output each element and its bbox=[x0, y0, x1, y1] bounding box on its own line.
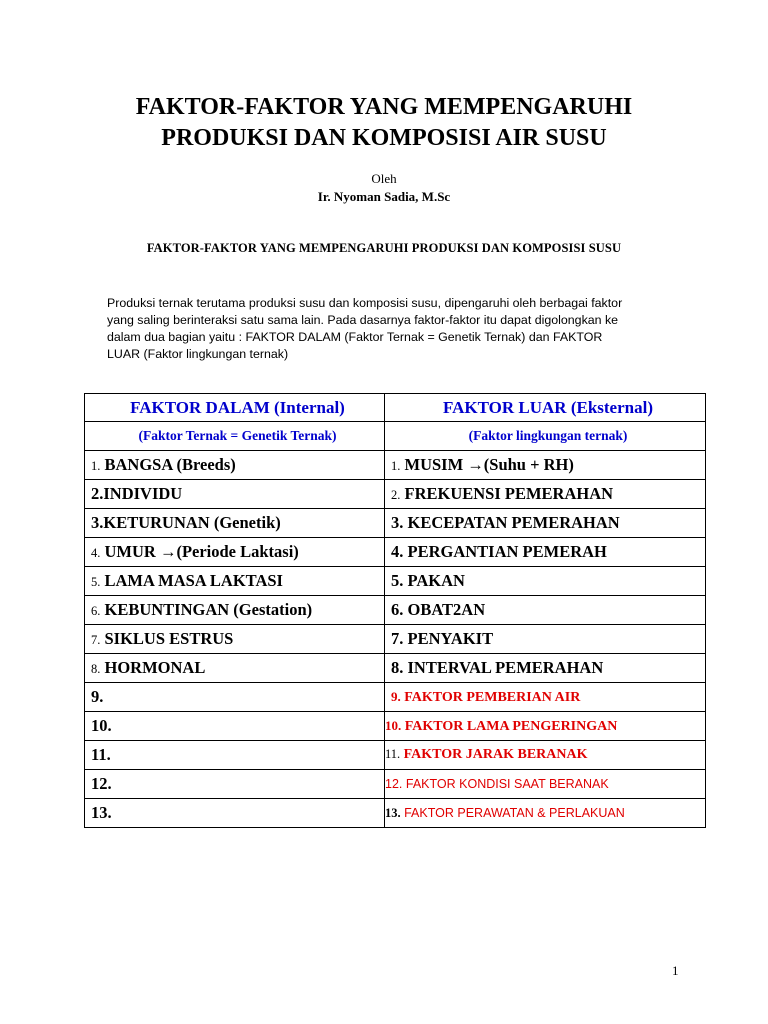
item-text: LAMA MASA LAKTASI bbox=[104, 571, 283, 590]
internal-factor-cell bbox=[85, 683, 385, 712]
table-row bbox=[85, 712, 706, 741]
item-number: 6. bbox=[391, 600, 404, 619]
table-subheader-row bbox=[85, 422, 706, 451]
intro-paragraph bbox=[107, 295, 687, 363]
external-factor-cell bbox=[385, 480, 706, 509]
item-number: 12. bbox=[385, 777, 403, 791]
item-text: SIKLUS ESTRUS bbox=[104, 629, 234, 648]
item-text: KEBUNTINGAN (Gestation) bbox=[104, 600, 313, 619]
header-external-label: FAKTOR LUAR bbox=[443, 397, 567, 417]
item-text: PAKAN bbox=[407, 571, 465, 590]
item-text: INDIVIDU bbox=[103, 484, 183, 503]
external-factor-cell bbox=[385, 625, 706, 654]
item-text: BANGSA (Breeds) bbox=[104, 455, 236, 474]
external-factor-cell bbox=[385, 799, 706, 828]
internal-factor-cell bbox=[85, 567, 385, 596]
table-row bbox=[85, 567, 706, 596]
item-number: 8. bbox=[391, 658, 404, 677]
item-number: 9. bbox=[91, 687, 104, 706]
item-number: 9. bbox=[391, 688, 401, 704]
table-row bbox=[85, 741, 706, 770]
item-text: PERGANTIAN PEMERAH bbox=[407, 542, 607, 561]
item-text: FREKUENSI PEMERAHAN bbox=[404, 484, 614, 503]
internal-factor-cell bbox=[85, 741, 385, 770]
item-text: FAKTOR PERAWATAN & PERLAKUAN bbox=[404, 805, 625, 820]
item-text: FAKTOR JARAK BERANAK bbox=[403, 747, 588, 762]
document-title bbox=[0, 92, 768, 154]
item-number: 8. bbox=[91, 662, 101, 676]
external-factor-cell bbox=[385, 741, 706, 770]
internal-factor-cell bbox=[85, 625, 385, 654]
item-number: 4. bbox=[391, 542, 404, 561]
intro-line: dalam dua bagian yaitu : FAKTOR DALAM (Faktor Ternak = Genetik Ternak) dan FAKTOR bbox=[107, 330, 603, 344]
factors-table bbox=[84, 393, 706, 828]
item-text: FAKTOR LAMA PENGERINGAN bbox=[404, 718, 618, 734]
item-number: 13. bbox=[91, 803, 112, 822]
external-factor-cell bbox=[385, 509, 706, 538]
item-number: 2. bbox=[91, 484, 104, 503]
external-factor-cell bbox=[385, 451, 706, 480]
external-factor-cell bbox=[385, 596, 706, 625]
external-factor-cell bbox=[385, 683, 706, 712]
internal-factor-cell bbox=[85, 770, 385, 799]
item-number: 12. bbox=[91, 774, 112, 793]
item-number: 1. bbox=[391, 459, 401, 473]
header-internal-type: (Internal) bbox=[274, 397, 345, 417]
item-text: UMUR →(Periode Laktasi) bbox=[104, 542, 299, 561]
internal-factor-cell bbox=[85, 712, 385, 741]
item-text: OBAT2AN bbox=[407, 600, 486, 619]
header-external bbox=[385, 394, 706, 422]
table-row bbox=[85, 654, 706, 683]
header-internal-label: FAKTOR DALAM bbox=[130, 397, 270, 417]
by-label: Oleh bbox=[371, 171, 397, 186]
item-text: INTERVAL PEMERAHAN bbox=[407, 658, 604, 677]
internal-factor-cell bbox=[85, 480, 385, 509]
item-number: 10. bbox=[385, 717, 402, 733]
external-factor-cell bbox=[385, 770, 706, 799]
intro-line: Produksi ternak terutama produksi susu dan komposisi susu, dipengaruhi oleh berbagai faktor bbox=[107, 296, 623, 310]
item-text: MUSIM →(Suhu + RH) bbox=[404, 455, 574, 474]
internal-factor-cell bbox=[85, 538, 385, 567]
table-row bbox=[85, 509, 706, 538]
item-text: FAKTOR KONDISI SAAT BERANAK bbox=[405, 777, 609, 791]
table-header-row bbox=[85, 394, 706, 422]
external-factor-cell bbox=[385, 712, 706, 741]
item-number: 11. bbox=[91, 745, 111, 764]
table-row bbox=[85, 683, 706, 712]
title-line-1: FAKTOR-FAKTOR YANG MEMPENGARUHI bbox=[135, 94, 633, 120]
item-number: 11. bbox=[385, 747, 401, 761]
item-text: FAKTOR PEMBERIAN AIR bbox=[404, 689, 581, 705]
table-row bbox=[85, 770, 706, 799]
item-text: KECEPATAN PEMERAHAN bbox=[407, 513, 620, 532]
intro-line: LUAR (Faktor lingkungan ternak) bbox=[107, 347, 289, 361]
internal-factor-cell bbox=[85, 596, 385, 625]
external-factor-cell bbox=[385, 654, 706, 683]
external-factor-cell bbox=[385, 567, 706, 596]
internal-factor-cell bbox=[85, 799, 385, 828]
internal-factor-cell bbox=[85, 654, 385, 683]
item-text: KETURUNAN (Genetik) bbox=[103, 513, 281, 532]
table-row bbox=[85, 480, 706, 509]
byline bbox=[0, 171, 768, 205]
section-subtitle: FAKTOR-FAKTOR YANG MEMPENGARUHI PRODUKSI DAN KOMPOSISI SUSU bbox=[146, 241, 622, 255]
intro-line: yang saling berinteraksi satu sama lain. Pada dasarnya faktor-faktor itu dapat digolongkan ke bbox=[107, 313, 619, 327]
item-number: 7. bbox=[91, 633, 101, 647]
internal-factor-cell bbox=[85, 509, 385, 538]
title-line-2: PRODUKSI DAN KOMPOSISI AIR SUSU bbox=[161, 125, 607, 151]
table-row bbox=[85, 625, 706, 654]
table-row bbox=[85, 538, 706, 567]
item-number: 4. bbox=[91, 546, 101, 560]
table-row bbox=[85, 451, 706, 480]
table-row bbox=[85, 596, 706, 625]
item-number: 2. bbox=[391, 488, 401, 502]
item-number: 3. bbox=[91, 513, 104, 532]
item-text: HORMONAL bbox=[104, 658, 206, 677]
table-row bbox=[85, 799, 706, 828]
item-number: 6. bbox=[91, 604, 101, 618]
subheader-internal: (Faktor Ternak = Genetik Ternak) bbox=[85, 422, 385, 451]
external-factor-cell bbox=[385, 538, 706, 567]
item-text: PENYAKIT bbox=[407, 629, 494, 648]
item-number: 1. bbox=[91, 459, 101, 473]
header-external-type: (Eksternal) bbox=[570, 397, 653, 417]
item-number: 3. bbox=[391, 513, 404, 532]
author-name: Ir. Nyoman Sadia, M.Sc bbox=[317, 189, 451, 204]
item-number: 5. bbox=[391, 571, 404, 590]
item-number: 13. bbox=[385, 805, 401, 820]
item-number: 7. bbox=[391, 629, 404, 648]
subheader-external: (Faktor lingkungan ternak) bbox=[385, 422, 706, 451]
internal-factor-cell bbox=[85, 451, 385, 480]
item-number: 10. bbox=[91, 716, 112, 735]
item-number: 5. bbox=[91, 575, 101, 589]
page-number: 1 bbox=[672, 963, 679, 978]
header-internal bbox=[85, 394, 385, 422]
